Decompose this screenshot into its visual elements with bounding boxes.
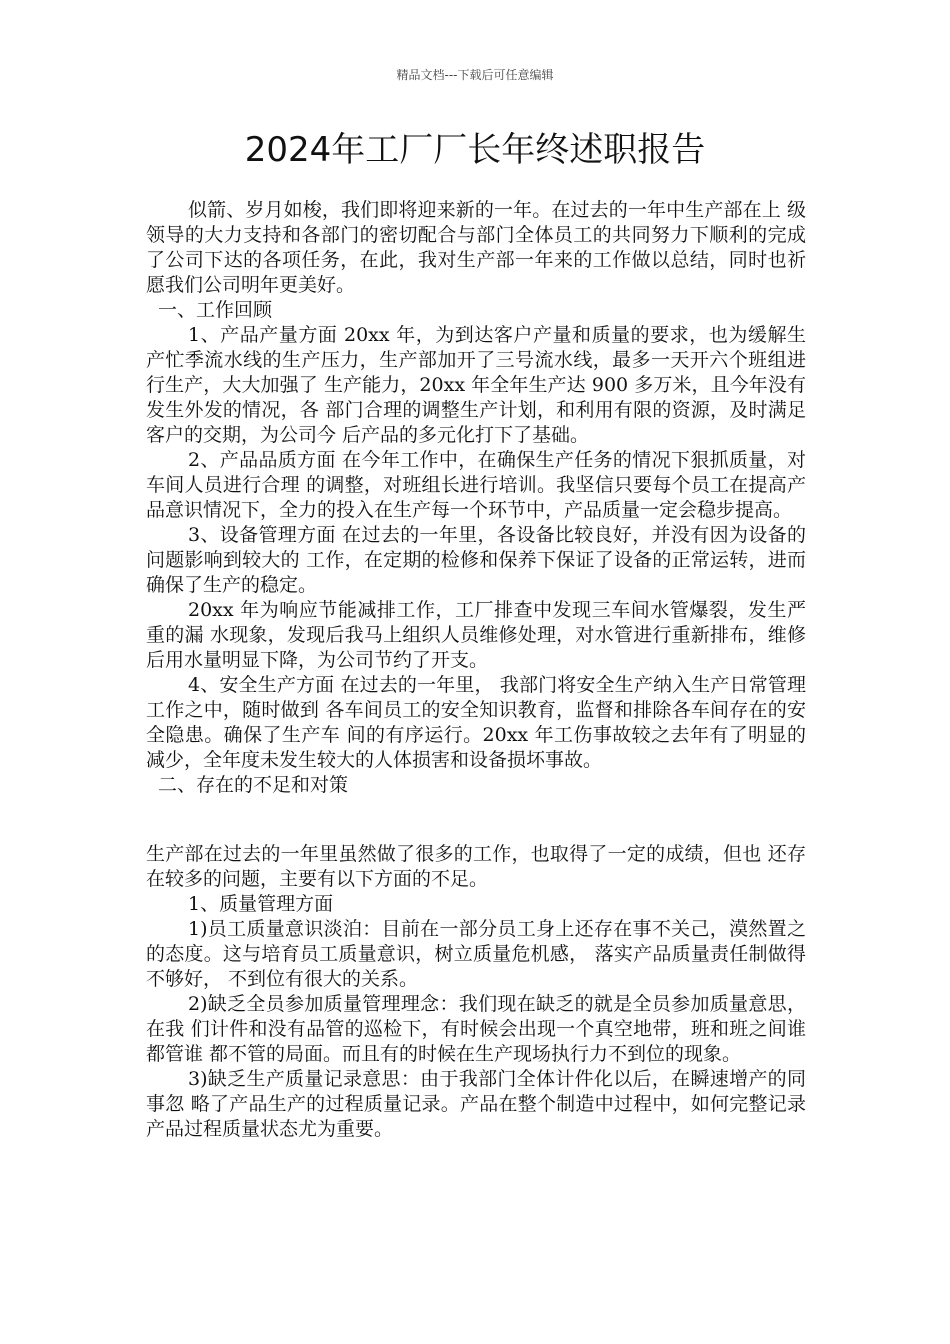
subheading-quality-management: 1、质量管理方面 bbox=[188, 893, 334, 915]
section-heading-shortcomings: 二、存在的不足和对策 bbox=[158, 774, 349, 796]
paragraph-safety: 4、安全生产方面 在过去的一年里， 我部门将安全生产纳入生产日常管理工作之中，随时做到 各车间员工的安全知识教育，监督和排除各车间存在的安全隐患。确保了生产车 间的有序运行。20xx 年工伤事故较之去年有了明显的减少，全年度未发生较大的人体损害和设备损坏事故。 bbox=[146, 674, 806, 771]
paragraph-equipment: 3、设备管理方面 在过去的一年里，各设备比较良好，并没有因为设备的问题影响到较大的 工作，在定期的检修和保养下保证了设备的正常运转，进而确保了生产的稳定。 bbox=[146, 524, 806, 596]
document-body bbox=[146, 198, 806, 1142]
paragraph-quality-participation: 2)缺乏全员参加质量管理理念：我们现在缺乏的就是全员参加质量意思，在我 们计件和没有品管的巡检下，有时候会出现一个真空地带，班和班之间谁都管谁 都不管的局面。而且有的时候在生产现场执行力不到位的现象。 bbox=[146, 993, 806, 1065]
paragraph-quality-awareness: 1)员工质量意识淡泊：目前在一部分员工身上还存在事不关己，漠然置之的态度。这与培育员工质量意识，树立质量危机感， 落实产品质量责任制做得不够好， 不到位有很大的关系。 bbox=[146, 918, 806, 990]
intro-paragraph: 似箭、岁月如梭，我们即将迎来新的一年。在过去的一年中生产部在上 级领导的大力支持和各部门的密切配合与部门全体员工的共同努力下顺利的完成了公司下达的各项任务，在此，我对生产部一年来的工作做以总结，同时也祈 愿我们公司明年更美好。 bbox=[146, 199, 806, 296]
page-header: 精品文档---下载后可任意编辑 bbox=[396, 68, 554, 82]
section-heading-review: 一、工作回顾 bbox=[158, 299, 273, 321]
paragraph-shortcomings-intro: 生产部在过去的一年里虽然做了很多的工作，也取得了一定的成绩，但也 还存在较多的问题，主要有以下方面的不足。 bbox=[146, 843, 806, 890]
paragraph-quality-records: 3)缺乏生产质量记录意思：由于我部门全体计件化以后，在瞬速增产的同事忽 略了产品生产的过程质量记录。产品在整个制造中过程中，如何完整记录产品过程质量状态尤为重要。 bbox=[146, 1068, 806, 1140]
paragraph-output: 1、产品产量方面 20xx 年，为到达客户产量和质量的要求，也为缓解生产忙季流水线的生产压力，生产部加开了三号流水线，最多一天开六个班组进行生产，大大加强了 生产能力，20xx 年全年生产达 900 多万米，且今年没有发生外发的情况，各 部门合理的调整生产计划，和利用有限的资源，及时满足客户的交期，为公司今 后产品的多元化打下了基础。 bbox=[146, 324, 806, 446]
document-title: 2024年工厂厂长年终述职报告 bbox=[244, 130, 706, 170]
paragraph-quality: 2、产品品质方面 在今年工作中，在确保生产任务的情况下狠抓质量，对车间人员进行合理 的调整，对班组长进行培训。我坚信只要每个员工在提高产品意识情况下，全力的投入在生产每一个环节中，产品质量一定会稳步提高。 bbox=[146, 449, 806, 521]
blank-gap bbox=[146, 798, 806, 842]
paragraph-energy: 20xx 年为响应节能减排工作，工厂排查中发现三车间水管爆裂，发生严重的漏 水现象，发现后我马上组织人员维修处理，对水管进行重新排布，维修后用水量明显下降，为公司节约了开支。 bbox=[146, 599, 806, 671]
